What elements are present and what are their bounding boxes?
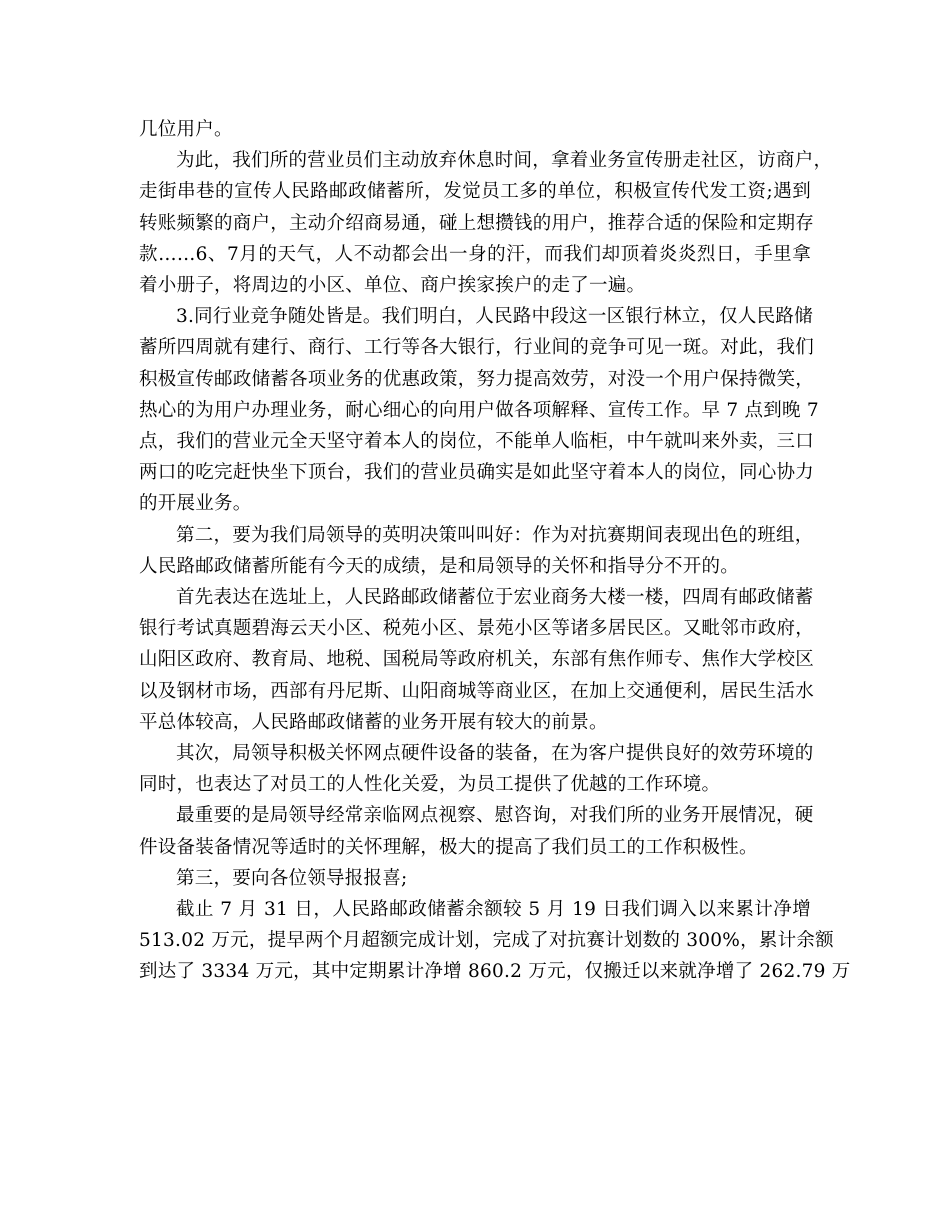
text-line: 银行考试真题碧海云天小区、税苑小区、景苑小区等诸多居民区。又毗邻市政府， <box>139 618 815 640</box>
text-line: 件设备装备情况等适时的关怀理解，极大的提高了我们员工的工作积极性。 <box>139 836 758 858</box>
text-line: 为此，我们所的营业员们主动放弃休息时间，拿着业务宣传册走社区，访商户， <box>176 150 833 172</box>
text-line: 积极宣传邮政储蓄各项业务的优惠政策，努力提高效劳，对没一个用户保持微笑， <box>139 368 815 390</box>
text-line: 热心的为用户办理业务，耐心细心的向用户做各项解释、宣传工作。早 7 点到晚 7 <box>139 399 819 421</box>
text-line: 山阳区政府、教育局、地税、国税局等政府机关，东部有焦作师专、焦作大学校区 <box>139 649 815 671</box>
text-line: 两口的吃完赶快坐下顶台，我们的营业员确实是如此坚守着本人的岗位，同心协力 <box>139 462 815 484</box>
text-line: 转账频繁的商户，主动介绍商易通，碰上想攒钱的用户，推荐合适的保险和定期存 <box>139 212 815 234</box>
text-line: 款……6、7月的天气，人不动都会出一身的汗，而我们却顶着炎炎烈日，手里拿 <box>139 243 811 265</box>
text-line: 走街串巷的宣传人民路邮政储蓄所，发觉员工多的单位，积极宣传代发工资;遇到 <box>139 181 811 203</box>
text-line: 到达了 3334 万元，其中定期累计净增 860.2 万元，仅搬迁以来就净增了 262.79 万 <box>139 961 851 983</box>
text-line: 第二，要为我们局领导的英明决策叫叫好：作为对抗赛期间表现出色的班组， <box>176 524 814 546</box>
text-line: 同时，也表达了对员工的人性化关爱，为员工提供了优越的工作环境。 <box>139 774 721 796</box>
text-line: 其次，局领导积极关怀网点硬件设备的装备，在为客户提供良好的效劳环境的 <box>176 743 814 765</box>
text-line: 最重要的是局领导经常亲临网点视察、慰咨询，对我们所的业务开展情况，硬 <box>176 805 814 827</box>
text-line: 平总体较高，人民路邮政储蓄的业务开展有较大的前景。 <box>139 711 608 733</box>
text-line: 截止 7 月 31 日，人民路邮政储蓄余额较 5 月 19 日我们调入以来累计净增 <box>176 899 811 921</box>
document-body <box>139 114 851 988</box>
text-line: 几位用户。 <box>139 119 233 140</box>
text-line: 着小册子，将周边的小区、单位、商户挨家挨户的走了一遍。 <box>139 275 646 297</box>
text-line: 人民路邮政储蓄所能有今天的成绩，是和局领导的关怀和指导分不开的。 <box>139 555 740 577</box>
text-line: 513.02 万元，提早两个月超额完成计划，完成了对抗赛计划数的 300%，累计余额 <box>139 930 834 952</box>
text-line: 第三，要向各位领导报报喜; <box>176 867 408 889</box>
text-line: 以及钢材市场，西部有丹尼斯、山阳商城等商业区，在加上交通便利，居民生活水 <box>139 680 815 702</box>
text-line: 蓄所四周就有建行、商行、工行等各大银行，行业间的竞争可见一斑。对此，我们 <box>139 337 815 359</box>
text-line: 点，我们的营业元全天坚守着本人的岗位，不能单人临柜，中午就叫来外卖，三口 <box>139 431 815 453</box>
text-line: 3.同行业竞争随处皆是。我们明白，人民路中段这一区银行林立，仅人民路储 <box>176 306 813 328</box>
text-line: 的开展业务。 <box>139 493 252 515</box>
text-line: 首先表达在选址上，人民路邮政储蓄位于宏业商务大楼一楼，四周有邮政储蓄 <box>176 587 814 609</box>
